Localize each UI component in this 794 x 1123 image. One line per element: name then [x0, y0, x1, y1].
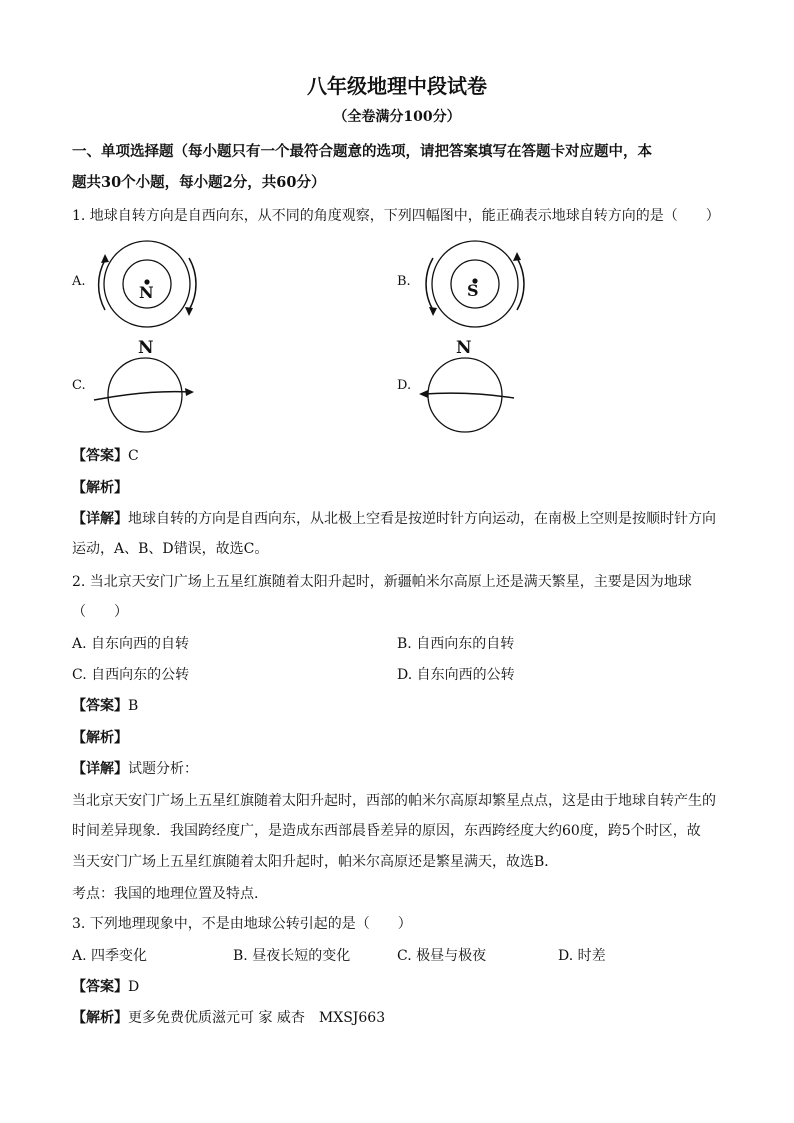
q2-stem-line2: （ ） [72, 604, 128, 620]
q3-stem: 3. 下列地理现象中，不是由地球公转引起的是（ ） [72, 916, 412, 932]
q1-analysis-tag: 【解析】 [72, 480, 128, 496]
q3-answer [72, 976, 139, 996]
q1-answer-tag: 【答案】 [72, 448, 128, 464]
section-heading-line1: 一、单项选择题（每小题只有一个最符合题意的选项，请把答案填写在答题卡对应题中，本 [72, 143, 652, 160]
q1-detail-tag: 【详解】 [72, 511, 128, 527]
q2-para-line2: 时间差异现象．我国跨经度广，是造成东西部晨昏差异的原因，东西跨经度大约60度，跨5个时区，故 [72, 823, 701, 839]
q1-option-b-pole-label: S [467, 281, 479, 300]
q2-detail-head-text: 试题分析： [128, 761, 198, 777]
q1-detail-line1 [72, 508, 716, 528]
q2-option-d: D. 自东向西的公转 [397, 667, 515, 683]
q1-stem: 1. 地球自转方向是自西向东，从不同的角度观察，下列四幅图中，能正确表示地球自转方向的是（ ） [72, 208, 720, 224]
q3-analysis [72, 1007, 385, 1027]
q1-option-b-label: B. [397, 274, 411, 289]
q3-answer-tag: 【答案】 [72, 979, 128, 995]
q2-option-c: C. 自西向东的公转 [72, 667, 190, 683]
q2-detail-tag: 【详解】 [72, 761, 128, 777]
q2-answer-tag: 【答案】 [72, 698, 128, 714]
q2-analysis-tag: 【解析】 [72, 730, 128, 746]
q1-detail-text1: 地球自转的方向是自西向东，从北极上空看是按逆时针方向运动，在南极上空则是按顺时针方向 [128, 511, 716, 527]
q3-option-c: C. 极昼与极夜 [397, 948, 487, 964]
q1-option-c-diagram [90, 356, 200, 436]
q1-option-c-label: C. [72, 378, 86, 393]
q3-answer-value: D [128, 979, 140, 995]
q3-analysis-text: 更多免费优质滋元可 家 威杏 MXSJ663 [128, 1010, 386, 1026]
q1-option-d-pole-label: N [456, 338, 472, 358]
q1-answer [72, 445, 139, 465]
q2-para-line1: 当北京天安门广场上五星红旗随着太阳升起时，西部的帕米尔高原却繁星点点，这是由于地球自转产生的 [72, 793, 716, 809]
q3-option-b: B. 昼夜长短的变化 [233, 948, 351, 964]
q1-option-d-label: D. [397, 378, 412, 393]
q3-option-d: D. 时差 [558, 948, 606, 964]
q2-detail-head [72, 758, 198, 778]
q1-answer-value: C [128, 448, 139, 464]
q2-answer-value: B [128, 698, 139, 714]
q2-para-line3: 当天安门广场上五星红旗随着太阳升起时，帕米尔高原还是繁星满天，故选B． [72, 854, 559, 870]
page-title: 八年级地理中段试卷 [307, 74, 487, 98]
q1-option-d-diagram [414, 356, 524, 436]
q1-detail-line2: 运动，A、B、D错误，故选C。 [72, 541, 269, 557]
q3-analysis-tag: 【解析】 [72, 1010, 128, 1026]
page-subtitle: （全卷满分100分） [333, 109, 461, 125]
section-heading-line2: 题共30个小题，每小题2分，共60分） [72, 174, 326, 191]
q2-stem-line1: 2. 当北京天安门广场上五星红旗随着太阳升起时，新疆帕米尔高原上还是满天繁星，主要是因为地球 [72, 574, 692, 590]
q2-answer [72, 695, 138, 715]
q2-option-a: A. 自东向西的自转 [72, 636, 190, 652]
q1-option-c-pole-label: N [138, 338, 154, 358]
q1-option-a-label: A. [72, 274, 86, 289]
q1-option-a-pole-label: N [139, 283, 154, 302]
q3-option-a: A. 四季变化 [72, 948, 148, 964]
q2-kaodian: 考点：我国的地理位置及特点. [72, 886, 259, 902]
q2-option-b: B. 自西向东的自转 [397, 636, 515, 652]
